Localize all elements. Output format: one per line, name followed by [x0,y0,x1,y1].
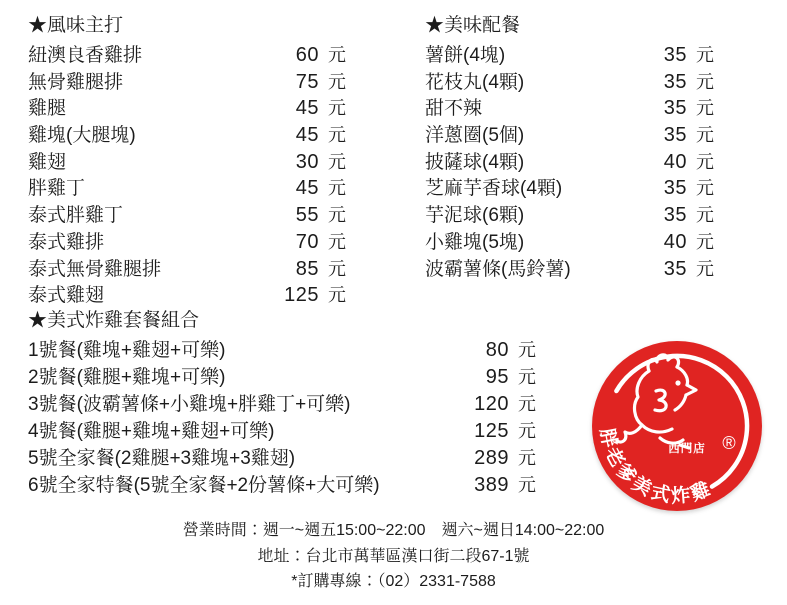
combo-meals-list [28,335,540,497]
menu-item-row [28,227,350,254]
item-price: 35 [663,70,687,93]
footer-info [0,518,787,595]
menu-item-row [28,470,540,497]
brand-arc-text: 胖老爹美式炸雞 [595,426,717,508]
item-name: 雞塊(大腿塊) [28,125,136,147]
menu-item-row [425,254,718,281]
item-price: 40 [663,150,687,173]
item-price: 125 [474,420,509,442]
item-name: 花枝丸(4顆) [425,71,525,93]
item-currency-unit: 元 [518,394,536,414]
menu-item-row [28,67,350,94]
business-hours: 營業時間：週一~週五15:00~22:00 週六~週日14:00~22:00 [182,522,605,539]
registered-mark-icon: ® [722,433,736,453]
item-price: 289 [474,447,509,469]
menu-item-row [28,254,350,281]
brand-logo [592,341,762,511]
item-currency-unit: 元 [518,475,536,495]
item-currency-unit: 元 [696,231,714,252]
item-name: 6號全家特餐(5號全家餐+2份薯條+大可樂) [28,475,380,496]
item-price: 85 [295,257,319,280]
main-dishes-section [28,12,350,307]
side-dishes-section [425,12,718,280]
item-name: 泰式無骨雞腿排 [28,258,162,280]
item-name: 紐澳良香雞排 [28,45,143,66]
item-currency-unit: 元 [328,285,346,306]
item-price: 95 [485,366,509,388]
item-name: 2號餐(雞腿+雞塊+可樂) [28,367,226,388]
item-price: 70 [295,230,319,253]
item-currency-unit: 元 [328,151,346,172]
item-name: 雞腿 [28,98,67,120]
main-dishes-title: ★風味主打 [28,15,124,36]
side-dishes-title: ★美味配餐 [425,15,521,36]
item-price: 389 [474,474,509,496]
item-name: 1號餐(雞塊+雞翅+可樂) [28,340,226,361]
order-hotline: *訂購專線：（02）2331-7588 [291,573,496,590]
item-name: 薯餅(4塊) [425,45,506,66]
menu-item-row [425,93,718,120]
item-currency-unit: 元 [328,98,346,119]
item-currency-unit: 元 [696,205,714,226]
item-name: 芋泥球(6顆) [425,205,525,227]
menu-item-row [28,335,540,362]
item-name: 泰式胖雞丁 [28,205,124,227]
menu-item-row [28,443,540,470]
item-price: 40 [663,230,687,253]
menu-item-row [28,362,540,389]
item-currency-unit: 元 [328,178,346,199]
menu-item-row [28,416,540,443]
item-name: 洋蔥圈(5個) [425,125,525,147]
main-dishes-list [28,40,350,307]
item-name: 無骨雞腿排 [28,71,124,93]
menu-item-row [28,200,350,227]
item-name: 雞翅 [28,151,67,173]
item-name: 4號餐(雞腿+雞塊+雞翅+可樂) [28,421,275,442]
item-name: 胖雞丁 [28,178,86,200]
item-price: 75 [295,70,319,93]
item-name: 小雞塊(5塊) [425,231,525,253]
item-currency-unit: 元 [518,367,536,387]
menu-item-row [28,147,350,174]
item-price: 35 [663,204,687,227]
menu-item-row [28,280,350,307]
item-currency-unit: 元 [328,125,346,146]
store-label: 西門店 [668,443,706,455]
item-currency-unit: 元 [328,258,346,279]
menu-item-row [28,93,350,120]
item-price: 35 [663,124,687,147]
item-currency-unit: 元 [518,448,536,468]
item-name: 芝麻芋香球(4顆) [425,178,563,200]
item-price: 45 [295,124,319,147]
side-dishes-list [425,40,718,280]
address: 地址：台北市萬華區漢口街二段67-1號 [257,547,530,565]
item-currency-unit: 元 [328,45,346,65]
item-name: 3號餐(波霸薯條+小雞塊+胖雞丁+可樂) [28,394,351,415]
menu-item-row [425,40,718,67]
item-price: 55 [295,204,319,227]
menu-item-row [425,227,718,254]
menu-item-row [425,147,718,174]
item-price: 80 [485,339,509,361]
item-currency-unit: 元 [696,125,714,146]
item-name: 泰式雞排 [28,231,105,253]
item-price: 35 [663,177,687,200]
item-currency-unit: 元 [518,340,536,360]
item-price: 35 [663,97,687,120]
item-currency-unit: 元 [328,231,346,252]
item-name: 5號全家餐(2雞腿+3雞塊+3雞翅) [28,448,296,469]
item-name: 披薩球(4顆) [425,151,525,173]
item-currency-unit: 元 [328,71,346,92]
menu-item-row [425,200,718,227]
item-price: 45 [295,97,319,120]
item-currency-unit: 元 [696,45,714,65]
item-currency-unit: 元 [696,258,714,279]
item-name: 甜不辣 [425,98,483,120]
menu-item-row [28,389,540,416]
item-currency-unit: 元 [696,178,714,199]
menu-item-row [425,67,718,94]
item-price: 120 [474,393,509,415]
item-name: 波霸薯條(馬鈴薯) [425,258,571,280]
combo-meals-section [28,306,540,497]
item-currency-unit: 元 [328,205,346,226]
item-price: 60 [295,44,319,66]
menu-item-row [425,173,718,200]
item-currency-unit: 元 [696,71,714,92]
item-price: 125 [284,284,319,307]
menu-item-row [28,40,350,67]
menu-item-row [28,173,350,200]
item-currency-unit: 元 [696,151,714,172]
item-currency-unit: 元 [518,421,536,441]
menu-item-row [425,120,718,147]
item-currency-unit: 元 [696,98,714,119]
item-price: 35 [663,44,687,66]
item-price: 45 [295,177,319,200]
combo-meals-title: ★美式炸雞套餐組合 [28,310,200,331]
item-name: 泰式雞翅 [28,285,105,307]
menu-item-row [28,120,350,147]
item-price: 30 [295,150,319,173]
item-price: 35 [663,257,687,280]
